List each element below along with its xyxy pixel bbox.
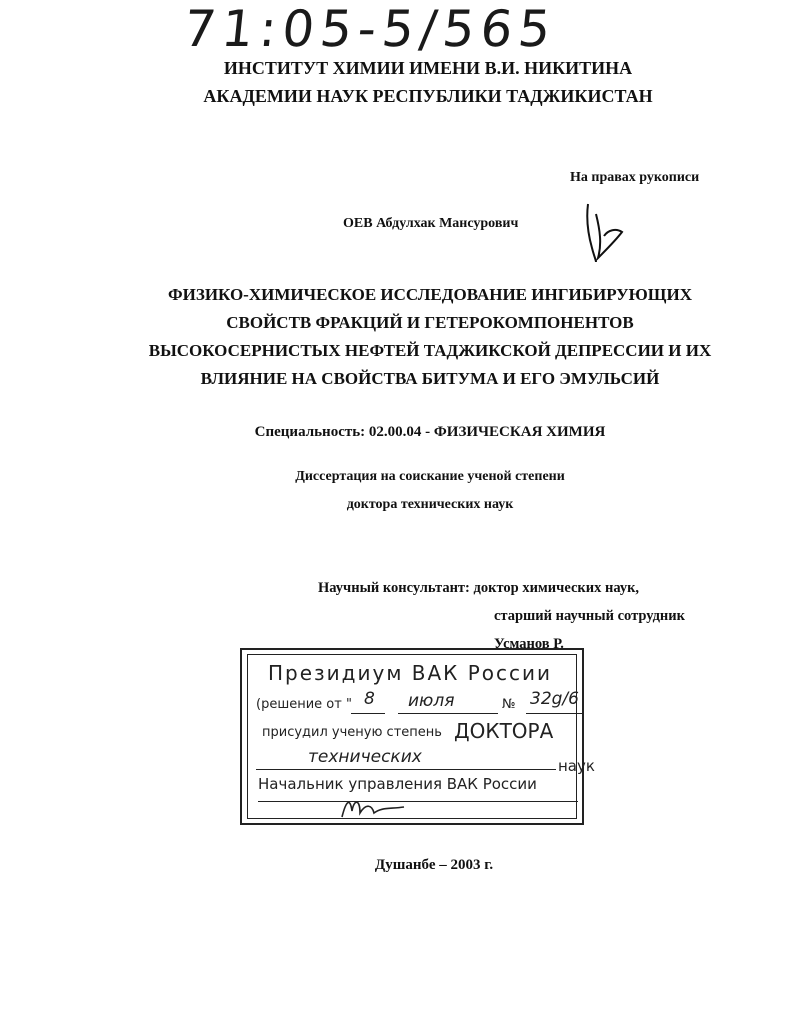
institute-name-line2: АКАДЕМИИ НАУК РЕСПУБЛИКИ ТАДЖИКИСТАН: [203, 86, 653, 106]
consultant-line2: старший научный сотрудник: [494, 608, 685, 624]
stamp-number-label: №: [502, 697, 516, 712]
stamp-signature-line: [258, 801, 578, 802]
stamp-month-line: [398, 713, 498, 714]
stamp-head-title: Начальник управления ВАК России: [258, 775, 537, 793]
dissertation-line2: доктора технических наук: [346, 497, 514, 512]
stamp-number: 32g/6: [530, 689, 579, 709]
stamp-month: июля: [408, 691, 455, 711]
author-signature-icon: [582, 200, 626, 264]
dissertation-line1: Диссертация на соискание ученой степени: [295, 469, 565, 484]
institute-name-line1: ИНСТИТУТ ХИМИИ ИМЕНИ В.И. НИКИТИНА: [223, 58, 633, 78]
stamp-sciences: наук: [558, 757, 595, 775]
stamp-field: технических: [308, 747, 422, 767]
manuscript-rights-note: На правах рукописи: [570, 170, 700, 185]
author-name: ОЕВ Абдулхак Мансурович: [343, 216, 519, 231]
stamp-day-line: [351, 713, 385, 714]
vak-stamp: [240, 648, 595, 825]
catalog-number: 71:05-5/565: [180, 0, 560, 58]
stamp-title: Президиум ВАК России: [268, 661, 553, 685]
stamp-field-line: [256, 769, 556, 770]
thesis-title-line3: ВЫСОКОСЕРНИСТЫХ НЕФТЕЙ ТАДЖИКСКОЙ ДЕПРЕССИИ И ИХ: [148, 341, 712, 360]
city-year: Душанбе – 2003 г.: [374, 857, 494, 873]
specialty: Специальность: 02.00.04 - ФИЗИЧЕСКАЯ ХИМИЯ: [254, 424, 606, 440]
thesis-title-line2: СВОЙСТВ ФРАКЦИЙ И ГЕТЕРОКОМПОНЕНТОВ: [226, 313, 634, 332]
stamp-degree: ДОКТОРА: [454, 719, 554, 743]
stamp-awarded: присудил ученую степень: [262, 725, 442, 740]
consultant-line1: Научный консультант: доктор химических наук,: [318, 580, 640, 596]
stamp-decision-prefix: (решение от ": [256, 697, 352, 712]
consultant-name: Усманов Р.: [494, 636, 564, 652]
thesis-title-line1: ФИЗИКО-ХИМИЧЕСКОЕ ИССЛЕДОВАНИЕ ИНГИБИРУЮЩИХ: [168, 285, 692, 304]
stamp-number-line: [526, 713, 584, 714]
stamp-day: 8: [364, 689, 375, 709]
thesis-title-line4: ВЛИЯНИЕ НА СВОЙСТВА БИТУМА И ЕГО ЭМУЛЬСИЙ: [200, 369, 660, 388]
stamp-signature-icon: [338, 793, 408, 823]
